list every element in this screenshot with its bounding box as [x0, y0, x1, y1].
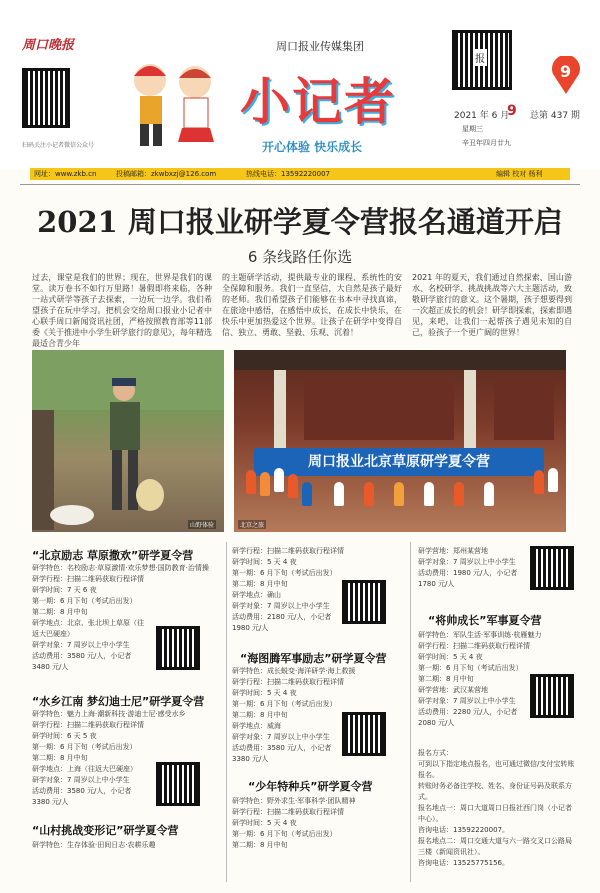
- email-text: 投稿邮箱：zkwbxzj@126.com: [116, 170, 217, 178]
- editor-text: 编辑 校对 杨利: [496, 170, 543, 178]
- program-line: 第一期：6 月下旬（考试后出发）: [32, 597, 137, 605]
- program-line: 研学营地：郑州某营地: [418, 547, 488, 555]
- program-line: 活动费用：3580 元/人，小记者 3380 元/人: [232, 744, 332, 763]
- program-line: 第一期：6 月下旬（考试后出发）: [232, 569, 337, 577]
- page-number: 9: [560, 62, 572, 81]
- program-line: 研学行程：扫描二维码获取行程详情: [232, 678, 344, 686]
- qr-label: 报: [473, 49, 487, 66]
- photo1-caption: 山野体验: [190, 522, 215, 529]
- website-text: 网址：www.zkb.cn: [34, 170, 97, 178]
- issue-day: 9: [507, 103, 517, 119]
- program-line: 研学地点：威海: [232, 722, 281, 730]
- program-line: 活动费用：1980 元/人，小记者 1780 元/人: [418, 569, 518, 588]
- program-line: 活动费用：2280 元/人，小记者 2080 元/人: [418, 708, 518, 727]
- program-line: 第二期：8 月中旬: [232, 841, 288, 849]
- brand-logo: 周口晚报: [22, 38, 75, 53]
- program-village-details: [32, 840, 222, 851]
- program-line: 研学对象：7 周岁以上中小学生: [418, 697, 516, 705]
- program-line: 研学特色：生存体验·田间日志·农耕乐趣: [32, 841, 156, 849]
- photo2-caption: 北京之旅: [240, 522, 265, 529]
- signup-line: 咨询电话：13525775156。: [418, 859, 509, 867]
- program-line: 研学特色：军队生活·军事训练·杭雁魅力: [418, 631, 542, 639]
- program-line: 第一期：6 月下旬（考试后出发）: [232, 830, 337, 838]
- photo-group-beijing: [234, 350, 566, 532]
- program-line: 研学行程：扫描二维码获取行程详情: [232, 547, 344, 555]
- program-line: 研学特色：成长蜕变·海洋研学·海上救援: [232, 667, 356, 675]
- issue-date: 2021 年 6 月: [454, 111, 510, 121]
- program-line: 研学对象：7 周岁以上中小学生: [418, 558, 516, 566]
- masthead: [0, 0, 600, 170]
- kids-mascot-illustration: [120, 50, 230, 160]
- qr-code-icon: [342, 712, 386, 756]
- intro-paragraph-2: 的主题研学活动，提供最专业的课程、系统性的安全保障和服务。我们一直坚信，大自然是孩子最好的老师。我们希望孩子们能够在书本中寻找真谛，在旅途中感悟，在感悟中成长，在成长中快乐，在快乐中更加热爱这个世界。让孩子在研学中变得自信、独立、勇敢、坚毅、乐观、沉着！: [222, 273, 402, 337]
- signup-line: 咨询电话：13592220007。: [418, 826, 509, 834]
- info-bar: [30, 168, 570, 180]
- program-line: 研学对象：7 周岁以上中小学生: [232, 602, 330, 610]
- divider: [20, 184, 580, 185]
- masthead-slogan: 开心体验 快乐成长: [262, 140, 363, 154]
- qr-code-icon: [342, 580, 386, 624]
- program-line: 研学行程：扫描二维码获取行程详情: [32, 575, 144, 583]
- program-line: 研学对象：7 周岁以上中小学生: [32, 641, 130, 649]
- column-divider: [226, 542, 227, 882]
- qr-note: 扫码关注小记者微信公众号: [22, 142, 95, 149]
- program-line: 活动费用：3580 元/人，小记者 3380 元/人: [32, 787, 132, 806]
- program-special-forces-details: [232, 796, 404, 851]
- program-line: 研学特色：野外求生·军事科学·团队精神: [232, 797, 356, 805]
- program-line: 第二期：8 月中旬: [418, 675, 474, 683]
- signup-line: 报名地点一：周口大道周口日报社西门岗（小记者中心）。: [418, 804, 572, 823]
- qr-code-icon: [530, 546, 574, 590]
- program-line: 研学对象：7 周岁以上中小学生: [32, 776, 130, 784]
- program-line: 第二期：8 月中旬: [232, 580, 288, 588]
- program-line: 第二期：8 月中旬: [232, 711, 288, 719]
- program-line: 研学行程：扫描二维码获取行程详情: [418, 642, 530, 650]
- program-title-jiangnan: “水乡江南 梦幻迪士尼”研学夏令营: [32, 695, 205, 708]
- program-line: 第一期：6 月下旬（考试后出发）: [418, 664, 523, 672]
- program-line: 研学时间：5 天 4 夜: [418, 653, 483, 661]
- program-line: 研学时间：6 天 5 夜: [32, 732, 97, 740]
- program-line: 活动费用：2180 元/人，小记者 1980 元/人: [232, 613, 332, 632]
- headline: 2021 周口报业研学夏令营报名通道开启: [37, 205, 563, 239]
- qr-code-icon: [156, 626, 200, 670]
- program-line: 研学时间：5 天 4 夜: [232, 819, 297, 827]
- program-line: 研学对象：7 周岁以上中小学生: [232, 733, 330, 741]
- program-line: 研学行程：扫描二维码获取行程详情: [32, 721, 144, 729]
- photo-field-activity: [32, 350, 224, 532]
- program-line: 研学特色：魅力上海·潮新科技·游迪士尼·感受水乡: [32, 710, 186, 718]
- signup-info: [418, 748, 578, 869]
- hotline-text: 热线电话：13592220007: [246, 170, 330, 178]
- program-title-village: “山村挑战变形记”研学夏令营: [32, 824, 179, 837]
- lunar-date: 辛丑年四月廿九: [462, 139, 511, 147]
- field-scene: [32, 350, 224, 532]
- program-line: 研学行程：扫描二维码获取行程详情: [232, 808, 344, 816]
- program-line: 第一期：6 月下旬（考试后出发）: [232, 700, 337, 708]
- issue-total: 总第 437 期: [530, 111, 580, 121]
- group-name: 周口报业传媒集团: [276, 40, 364, 53]
- signup-line: 报名地点二：周口交通大道与六一路交叉口公路局三楼（新闻资讯社）。: [418, 837, 572, 856]
- program-line: 研学时间：5 天 4 夜: [232, 558, 297, 566]
- subhead: 6 条线路任你选: [247, 248, 353, 266]
- program-line: 第二期：8 月中旬: [32, 754, 88, 762]
- program-line: 研学营地：武汉某营地: [418, 686, 488, 694]
- qr-code-icon: [452, 30, 512, 90]
- program-title-beijing: “北京励志 草原撒欢”研学夏令营: [32, 549, 194, 562]
- program-line: 第二期：8 月中旬: [32, 608, 88, 616]
- qr-code-icon: [530, 674, 574, 718]
- program-line: 研学时间：7 天 6 夜: [32, 586, 97, 594]
- intro-paragraph-3: 2021 年的夏天，我们通过自然探索、国山游水、名校研学、挑战挑战等六大主题活动，致敬研学旅行的意义。这个暑期，孩子想要得到一次超正成长的机会！研学即探索，探索即遇见，来吧，让我们一起帮孩子遇见未知的自己，验孩子一个更广阔的世界！: [412, 273, 572, 337]
- program-line: 活动费用：3580 元/人，小记者 3480 元/人: [32, 652, 132, 671]
- intro-paragraph-1: 过去，课堂是我们的世界；现在，世界是我们的课堂。读万卷书不如行万里路！暑假即将来临，各种一站式研学等孩子去探索，一边玩一边学。我们希望孩子在玩中学习。把机会交给周口报业小记者中心联手周口新闻资讯社团，严格按照教育部等11部委《关于推进中小学生研学旅行的意见》，每年精选最适合青少年: [32, 273, 212, 348]
- qr-code-icon: [22, 68, 70, 128]
- program-line: 研学地点：上海（往返大巴硬座）: [32, 765, 137, 773]
- column-divider: [410, 542, 411, 882]
- masthead-title: 小记者: [240, 73, 396, 131]
- signup-line: 转账时务必备注学校、姓名、身份证号码及联系方式。: [418, 782, 572, 801]
- weekday: 星期三: [462, 125, 483, 133]
- program-line: 研学时间：5 天 4 夜: [232, 689, 297, 697]
- program-line: 研学特色：名校励志·草原激情·欢乐梦想·国防教育·治情操: [32, 564, 209, 572]
- group-banner: 周口报业北京草原研学夏令营: [254, 448, 544, 476]
- program-line: 第一期：6 月下旬（考试后出发）: [32, 743, 137, 751]
- program-line: 研学地点：北京、张北坝上草原（往返大巴硬座）: [32, 619, 144, 638]
- program-title-special-forces: “少年特种兵”研学夏令营: [248, 780, 373, 793]
- qr-code-icon: [156, 762, 200, 806]
- signup-line: 报名方式：: [418, 749, 453, 757]
- program-title-general: “将帅成长”军事夏令营: [428, 614, 542, 627]
- program-line: 研学地点：确山: [232, 591, 281, 599]
- signup-line: 可到以下指定地点报名，也可通过微信/支付宝转账报名。: [418, 760, 575, 779]
- program-title-weihai: “海图腾军事励志”研学夏令营: [240, 652, 387, 665]
